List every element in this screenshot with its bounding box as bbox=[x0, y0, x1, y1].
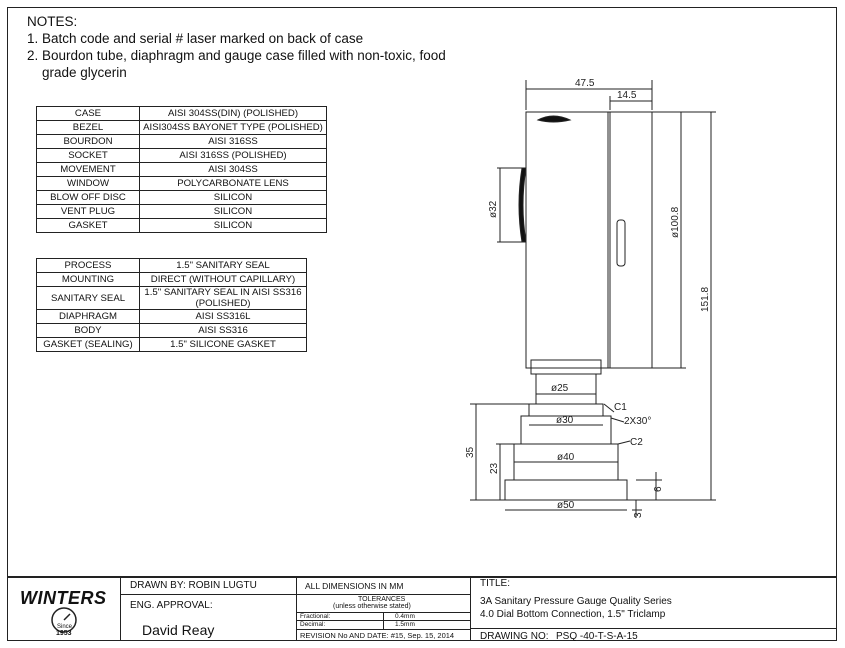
decimal-label: Decimal: bbox=[300, 621, 326, 628]
dim-47-5: 47.5 bbox=[575, 78, 595, 89]
seal-property: GASKET (SEALING) bbox=[37, 338, 140, 352]
logo-since: Since bbox=[57, 624, 73, 630]
seal-property: BODY bbox=[37, 324, 140, 338]
drawing-no: PSQ -40-T-S-A-15 bbox=[556, 631, 638, 642]
gauge-bezel bbox=[608, 112, 652, 368]
materials-value: AISI 304SS(DIN) (POLISHED) bbox=[140, 107, 327, 121]
logo-year: 1953 bbox=[56, 630, 72, 637]
note-2: 2. Bourdon tube, diaphragm and gauge case filled with non-toxic, food bbox=[27, 48, 446, 63]
materials-value: AISI 316SS bbox=[140, 135, 327, 149]
materials-value: SILICON bbox=[140, 219, 327, 233]
materials-property: SOCKET bbox=[37, 149, 140, 163]
materials-value: AISI 316SS (POLISHED) bbox=[140, 149, 327, 163]
drawing-no-label: DRAWING NO: bbox=[480, 631, 549, 642]
materials-value: SILICON bbox=[140, 191, 327, 205]
drawn-by: DRAWN BY: ROBIN LUGTU bbox=[130, 580, 257, 591]
seal-property: PROCESS bbox=[37, 259, 140, 273]
dim-d40: ø40 bbox=[557, 452, 575, 463]
title-line-2: 4.0 Dial Bottom Connection, 1.5" Triclamp bbox=[480, 609, 666, 620]
dim-23: 23 bbox=[489, 462, 500, 474]
seal-value: DIRECT (WITHOUT CAPILLARY) bbox=[140, 273, 307, 287]
revision: REVISION No AND DATE: #15, Sep. 15, 2014 bbox=[300, 631, 455, 640]
fractional-label: Fractional: bbox=[300, 613, 331, 620]
dim-d50: ø50 bbox=[557, 500, 575, 511]
dim-151-8: 151.8 bbox=[700, 286, 711, 312]
dim-d30: ø30 bbox=[556, 415, 574, 426]
dim-35: 35 bbox=[465, 446, 476, 458]
dim-d100-8: ø100.8 bbox=[670, 206, 681, 238]
tolerances-sub: (unless otherwise stated) bbox=[333, 603, 411, 610]
materials-property: BEZEL bbox=[37, 121, 140, 135]
materials-value: SILICON bbox=[140, 205, 327, 219]
seal-property: MOUNTING bbox=[37, 273, 140, 287]
materials-property: WINDOW bbox=[37, 177, 140, 191]
seal-value: AISI SS316 bbox=[140, 324, 307, 338]
dim-3: 3 bbox=[633, 512, 644, 518]
seal-value: 1.5" SANITARY SEAL IN AISI SS316 (POLISHED) bbox=[140, 287, 307, 310]
seal-property: DIAPHRAGM bbox=[37, 310, 140, 324]
eng-approval: ENG. APPROVAL: bbox=[130, 600, 213, 611]
title-label: TITLE: bbox=[480, 578, 511, 589]
title-line-1: 3A Sanitary Pressure Gauge Quality Series bbox=[480, 596, 672, 607]
logo-text: WINTERS bbox=[20, 588, 107, 608]
materials-property: MOVEMENT bbox=[37, 163, 140, 177]
note-2-cont: grade glycerin bbox=[27, 65, 127, 80]
seal-value: AISI SS316L bbox=[140, 310, 307, 324]
notes-title: NOTES: bbox=[27, 14, 78, 29]
materials-property: BOURDON bbox=[37, 135, 140, 149]
materials-property: GASKET bbox=[37, 219, 140, 233]
note-1: 1. Batch code and serial # laser marked on back of case bbox=[27, 31, 364, 46]
approval-signature: David Reay bbox=[142, 622, 215, 638]
seal-property: SANITARY SEAL bbox=[37, 287, 140, 310]
materials-property: BLOW OFF DISC bbox=[37, 191, 140, 205]
dim-d32: ø32 bbox=[488, 200, 499, 218]
label-c2: C2 bbox=[630, 437, 643, 448]
materials-value: POLYCARBONATE LENS bbox=[140, 177, 327, 191]
gauge-case bbox=[526, 112, 608, 368]
label-chamfer: 2X30° bbox=[624, 416, 652, 427]
decimal-value: 1.5mm bbox=[395, 621, 415, 628]
seal-value: 1.5" SANITARY SEAL bbox=[140, 259, 307, 273]
dim-14-5: 14.5 bbox=[617, 90, 637, 101]
materials-property: CASE bbox=[37, 107, 140, 121]
dim-6: 6 bbox=[653, 486, 664, 492]
tolerances-title: TOLERANCES bbox=[358, 596, 406, 603]
materials-property: VENT PLUG bbox=[37, 205, 140, 219]
materials-value: AISI304SS BAYONET TYPE (POLISHED) bbox=[140, 121, 327, 135]
seal-value: 1.5" SILICONE GASKET bbox=[140, 338, 307, 352]
materials-value: AISI 304SS bbox=[140, 163, 327, 177]
label-c1: C1 bbox=[614, 402, 627, 413]
fractional-value: 0.4mm bbox=[395, 613, 415, 620]
dims-note: ALL DIMENSIONS IN MM bbox=[305, 581, 404, 591]
dim-d25: ø25 bbox=[551, 383, 569, 394]
winters-logo bbox=[16, 584, 112, 638]
